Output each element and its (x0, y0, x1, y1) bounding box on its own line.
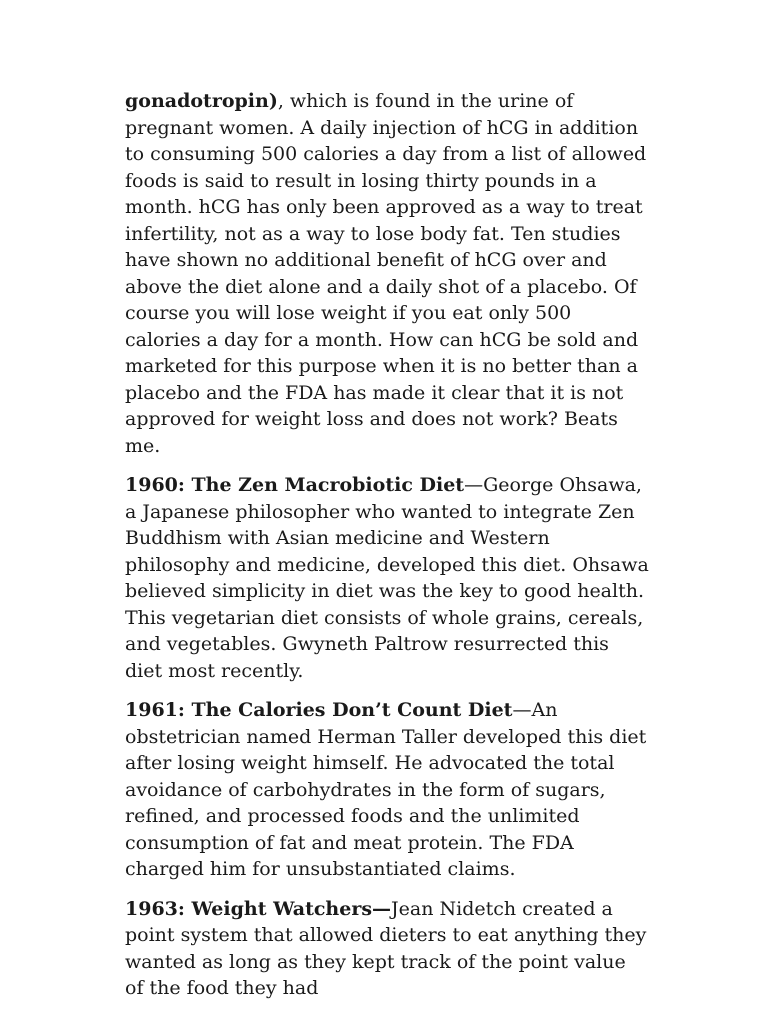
paragraph-heading: gonadotropin) (125, 90, 278, 112)
paragraph-text: —George Ohsawa, a Japanese philosopher who wanted to integrate Zen Buddhism with Asian medicine and Western philosophy and medicine, developed this diet. Ohsawa believed simplicity in diet was the key to good health. This vegetarian diet consists of whole grains, cereals, and vegetables. Gwyneth Paltrow resurrected this diet most recently. (125, 474, 649, 682)
paragraph-heading: 1960: The Zen Macrobiotic Diet (125, 474, 465, 496)
paragraph-hcg (125, 88, 650, 459)
paragraph-heading: 1963: Weight Watchers— (125, 897, 392, 920)
paragraph-heading: 1961: The Calories Don’t Count Diet (125, 699, 513, 721)
paragraph-weight-watchers (125, 896, 650, 1002)
paragraph-calories-dont-count (125, 697, 650, 883)
paragraph-text: —An obstetrician named Herman Taller developed this diet after losing weight himself. He advocated the total avoidance of carbohydrates in the form of sugars, refined, and processed foods and the unlimited consumption of fat and meat protein. The FDA charged him for unsubstantiated claims. (125, 699, 647, 880)
paragraph-zen-macrobiotic (125, 472, 650, 684)
page-body (125, 88, 650, 1015)
paragraph-text: Jean Nidetch created a point system that allowed dieters to eat anything they wanted as long as they kept track of the point value of the food they had (125, 897, 647, 999)
paragraph-text: , which is found in the urine of pregnant women. A daily injection of hCG in addition to consuming 500 calories a day from a list of allowed foods is said to result in losing thirty pounds in a month. hCG has only been approved as a way to treat infertility, not as a way to lose body fat. Ten studies have shown no additional benefit of hCG over and above the diet alone and a daily shot of a placebo. Of course you will lose weight if you eat only 500 calories a day for a month. How can hCG be sold and marketed for this purpose when it is no better than a placebo and the FDA has made it clear that it is not approved for weight loss and does not work? Beats me. (125, 90, 647, 457)
